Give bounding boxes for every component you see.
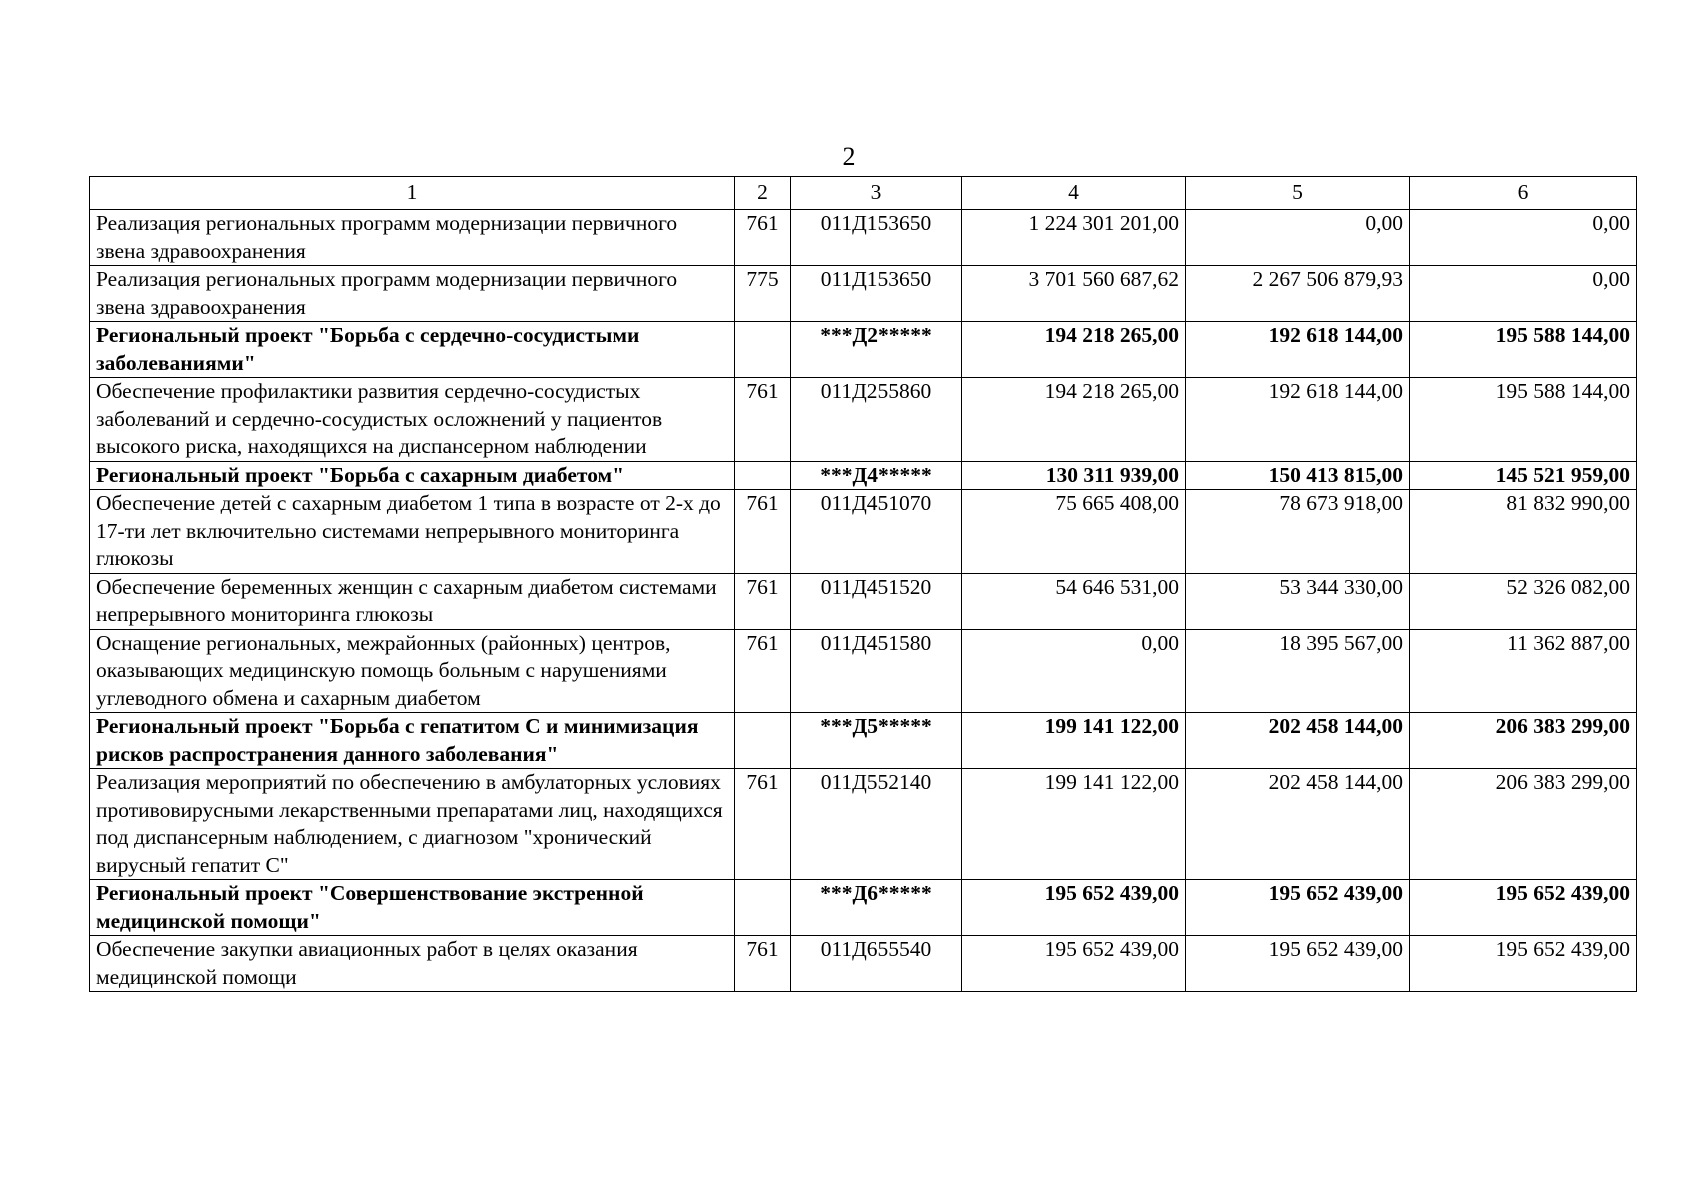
- row-value-col-4: 0,00: [962, 629, 1186, 713]
- row-value-col-6: 206 383 299,00: [1410, 769, 1637, 880]
- row-value-col-4: 3 701 560 687,62: [962, 266, 1186, 322]
- row-admin-code: 761: [735, 210, 791, 266]
- row-admin-code: [735, 713, 791, 769]
- row-admin-code: [735, 880, 791, 936]
- row-admin-code: 761: [735, 490, 791, 574]
- row-classification-code: 011Д153650: [791, 210, 962, 266]
- row-value-col-6: 11 362 887,00: [1410, 629, 1637, 713]
- row-value-col-6: 195 588 144,00: [1410, 322, 1637, 378]
- row-classification-code: 011Д451070: [791, 490, 962, 574]
- row-value-col-6: 0,00: [1410, 210, 1637, 266]
- table-row: [90, 769, 1637, 880]
- row-value-col-5: 202 458 144,00: [1186, 769, 1410, 880]
- row-value-col-5: 192 618 144,00: [1186, 378, 1410, 462]
- row-name: Обеспечение профилактики развития сердечно-сосудистых заболеваний и сердечно-сосудистых осложнений у пациентов высокого риска, находящихся на диспансерном наблюдении: [90, 378, 735, 462]
- row-value-col-5: 192 618 144,00: [1186, 322, 1410, 378]
- row-value-col-6: 81 832 990,00: [1410, 490, 1637, 574]
- row-admin-code: 761: [735, 573, 791, 629]
- row-value-col-6: 52 326 082,00: [1410, 573, 1637, 629]
- header-col-1: 1: [90, 177, 735, 210]
- row-classification-code: 011Д552140: [791, 769, 962, 880]
- row-classification-code: ***Д5*****: [791, 713, 962, 769]
- row-admin-code: 761: [735, 936, 791, 992]
- row-classification-code: ***Д6*****: [791, 880, 962, 936]
- row-classification-code: ***Д2*****: [791, 322, 962, 378]
- row-name: Региональный проект "Борьба с сердечно-сосудистыми заболеваниями": [90, 322, 735, 378]
- row-value-col-5: 2 267 506 879,93: [1186, 266, 1410, 322]
- table-row: [90, 629, 1637, 713]
- header-col-4: 4: [962, 177, 1186, 210]
- budget-table: [89, 176, 1637, 992]
- row-value-col-4: 195 652 439,00: [962, 880, 1186, 936]
- row-value-col-4: 199 141 122,00: [962, 713, 1186, 769]
- row-name: Оснащение региональных, межрайонных (районных) центров, оказывающих медицинскую помощь больным с нарушениями углеводного обмена и сахарным диабетом: [90, 629, 735, 713]
- project-total-row: [90, 461, 1637, 490]
- page-number: 2: [842, 142, 856, 171]
- row-classification-code: 011Д255860: [791, 378, 962, 462]
- table-row: [90, 378, 1637, 462]
- row-name: Региональный проект "Борьба с гепатитом С и минимизация рисков распространения данного заболевания": [90, 713, 735, 769]
- row-value-col-4: 1 224 301 201,00: [962, 210, 1186, 266]
- row-value-col-4: 195 652 439,00: [962, 936, 1186, 992]
- row-value-col-6: 0,00: [1410, 266, 1637, 322]
- row-classification-code: 011Д451520: [791, 573, 962, 629]
- row-name: Обеспечение детей с сахарным диабетом 1 типа в возрасте от 2-х до 17-ти лет включительно системами непрерывного мониторинга глюкозы: [90, 490, 735, 574]
- project-total-row: [90, 880, 1637, 936]
- row-value-col-5: 0,00: [1186, 210, 1410, 266]
- row-value-col-4: 194 218 265,00: [962, 378, 1186, 462]
- row-admin-code: 761: [735, 769, 791, 880]
- row-value-col-4: 130 311 939,00: [962, 461, 1186, 490]
- row-value-col-6: 195 588 144,00: [1410, 378, 1637, 462]
- row-admin-code: [735, 322, 791, 378]
- project-total-row: [90, 322, 1637, 378]
- row-value-col-4: 199 141 122,00: [962, 769, 1186, 880]
- header-col-5: 5: [1186, 177, 1410, 210]
- table-header-row: [90, 177, 1637, 210]
- row-name: Региональный проект "Совершенствование экстренной медицинской помощи": [90, 880, 735, 936]
- row-name: Обеспечение беременных женщин с сахарным диабетом системами непрерывного мониторинга глюкозы: [90, 573, 735, 629]
- row-classification-code: ***Д4*****: [791, 461, 962, 490]
- table-row: [90, 266, 1637, 322]
- row-value-col-6: 206 383 299,00: [1410, 713, 1637, 769]
- table-body: [90, 210, 1637, 992]
- row-admin-code: [735, 461, 791, 490]
- row-value-col-4: 54 646 531,00: [962, 573, 1186, 629]
- row-value-col-6: 195 652 439,00: [1410, 880, 1637, 936]
- row-admin-code: 775: [735, 266, 791, 322]
- row-name: Реализация мероприятий по обеспечению в амбулаторных условиях противовирусными лекарственными препаратами лиц, находящихся под диспансерным наблюдением, с диагнозом "хронический вирусный гепатит С": [90, 769, 735, 880]
- header-col-2: 2: [735, 177, 791, 210]
- row-classification-code: 011Д451580: [791, 629, 962, 713]
- table-row: [90, 210, 1637, 266]
- row-name: Реализация региональных программ модернизации первичного звена здравоохранения: [90, 266, 735, 322]
- header-col-6: 6: [1410, 177, 1637, 210]
- row-admin-code: 761: [735, 378, 791, 462]
- row-value-col-5: 195 652 439,00: [1186, 936, 1410, 992]
- project-total-row: [90, 713, 1637, 769]
- row-name: Реализация региональных программ модернизации первичного звена здравоохранения: [90, 210, 735, 266]
- row-value-col-5: 53 344 330,00: [1186, 573, 1410, 629]
- row-classification-code: 011Д153650: [791, 266, 962, 322]
- row-admin-code: 761: [735, 629, 791, 713]
- table-row: [90, 936, 1637, 992]
- header-col-3: 3: [791, 177, 962, 210]
- row-value-col-4: 194 218 265,00: [962, 322, 1186, 378]
- row-value-col-5: 195 652 439,00: [1186, 880, 1410, 936]
- row-value-col-4: 75 665 408,00: [962, 490, 1186, 574]
- row-value-col-6: 195 652 439,00: [1410, 936, 1637, 992]
- row-name: Региональный проект "Борьба с сахарным диабетом": [90, 461, 735, 490]
- table-row: [90, 573, 1637, 629]
- row-value-col-6: 145 521 959,00: [1410, 461, 1637, 490]
- row-value-col-5: 202 458 144,00: [1186, 713, 1410, 769]
- row-value-col-5: 150 413 815,00: [1186, 461, 1410, 490]
- row-classification-code: 011Д655540: [791, 936, 962, 992]
- row-name: Обеспечение закупки авиационных работ в целях оказания медицинской помощи: [90, 936, 735, 992]
- row-value-col-5: 18 395 567,00: [1186, 629, 1410, 713]
- table-row: [90, 490, 1637, 574]
- row-value-col-5: 78 673 918,00: [1186, 490, 1410, 574]
